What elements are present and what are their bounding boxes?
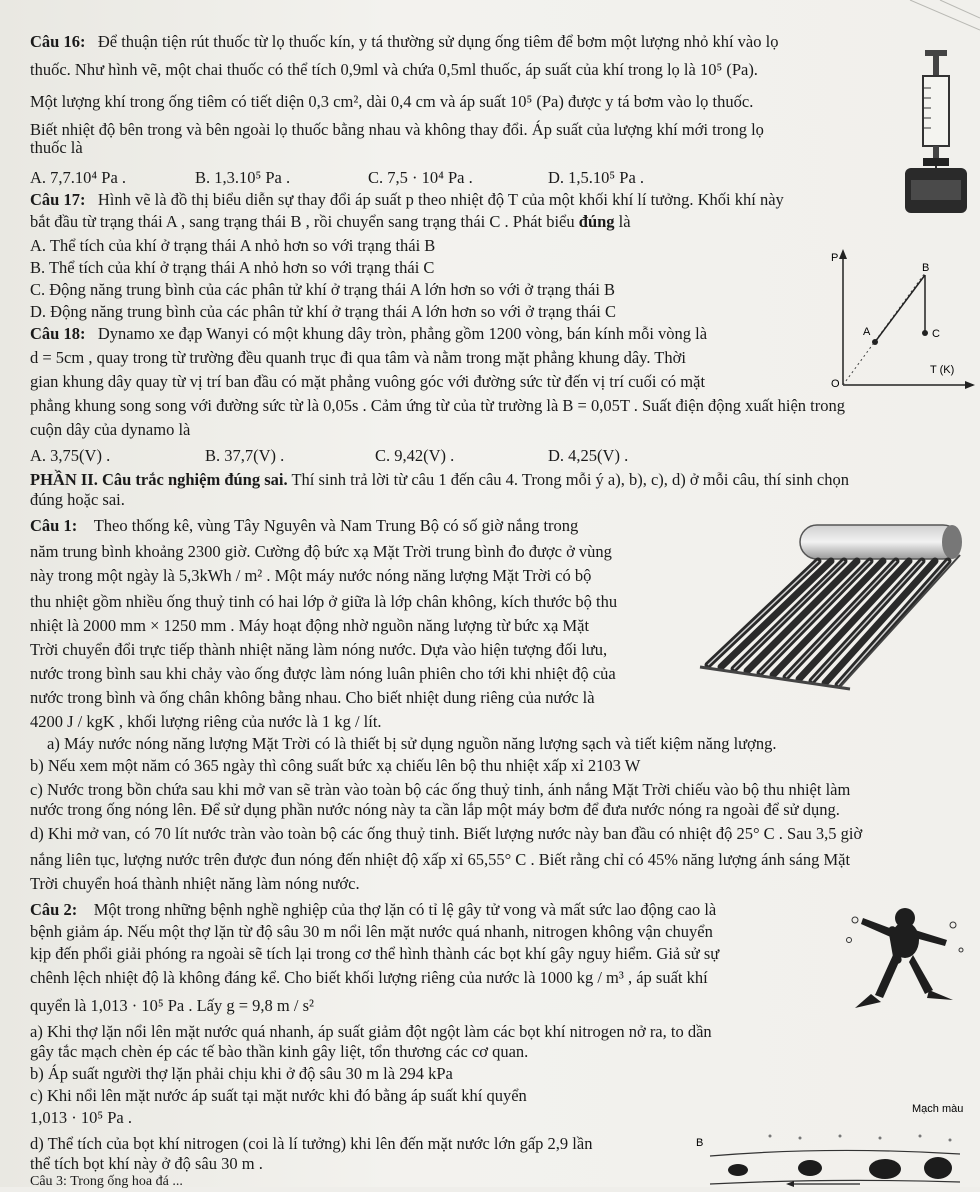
p2q2-item-b: b) Áp suất người thợ lặn phải chịu khi ở độ sâu 30 m là 294 kPa — [30, 1064, 453, 1083]
p2q1-item-c2: nước trong ống nóng lên. Để sử dụng phần nước nóng này ta cần lắp một máy bơm để đưa nước nóng ra ngoài để sử dụng. — [30, 800, 840, 819]
q18-option-a: A. 3,75(V) . — [30, 446, 111, 465]
p2q2-line3: kịp đến phổi giải phóng ra ngoài sẽ tích lại trong cơ thể hình thành các bọt khí gây nguy hiểm. Giả sử sự — [30, 944, 720, 963]
p2q1-line1: Câu 1: Theo thống kê, vùng Tây Nguyên và Nam Trung Bộ có số giờ nắng trong — [30, 516, 579, 535]
p2q3-line1: Câu 3: Trong ống hoa đá ... — [30, 1174, 183, 1189]
p2q1-item-c1: c) Nước trong bồn chứa sau khi mở van sẽ tràn vào toàn bộ các ống thuỷ tinh, ánh nắng Mặt Trời chiếu vào bộ thu nhiệt làm — [30, 780, 851, 799]
q17-line2: bắt đầu từ trạng thái A , sang trạng thái B , rồi chuyển sang trạng thái C . Phát biểu đúng là — [30, 212, 631, 231]
p2q2-item-d2: thể tích bọt khí này ở độ sâu 30 m . — [30, 1154, 263, 1173]
q18-line5: cuộn dây của dynamo là — [30, 420, 191, 439]
pt-graph — [825, 245, 975, 395]
q17-option-b: B. Thể tích của khí ở trạng thái A nhỏ hơn so với trạng thái C — [30, 258, 435, 277]
p2q2-line5: quyển là 1,013 · 10⁵ Pa . Lấy g = 9,8 m / s² — [30, 996, 314, 1015]
p2q1-line4: thu nhiệt gồm nhiều ống thuỷ tinh có hai lớp ở giữa là lớp chân không, kích thước bộ thu — [30, 592, 618, 611]
vessel-label: Mạch màu — [912, 1103, 964, 1115]
q17-line1: Câu 17: Hình vẽ là đồ thị biểu diễn sự thay đổi áp suất p theo nhiệt độ T của một khối khí lí tưởng. Khối khí này — [30, 190, 784, 209]
q18-option-d: D. 4,25(V) . — [548, 446, 629, 465]
p2q2-line1: Câu 2: Một trong những bệnh nghề nghiệp của thợ lặn có tỉ lệ gây tử vong và mất sức lao động cao là — [30, 900, 717, 919]
q18-line4: phẳng khung song song với đường sức từ là 0,05s . Cảm ứng từ của từ trường là B = 0,05T . Suất điện động xuất hiện trong — [30, 396, 846, 415]
part2-heading: PHẦN II. Câu trắc nghiệm đúng sai. Thí sinh trả lời từ câu 1 đến câu 4. Trong mỗi ý a), b), c), d) ở mỗi câu, thí sinh chọn — [30, 470, 849, 489]
part2-heading-line2: đúng hoặc sai. — [30, 490, 125, 509]
graph-axis-p: P — [831, 252, 839, 264]
q16-option-c: C. 7,5 · 10⁴ Pa . — [368, 168, 473, 187]
q16-option-a: A. 7,7.10⁴ Pa . — [30, 168, 127, 187]
solar-heater-figure — [690, 515, 975, 725]
p2q1-item-d1: d) Khi mở van, có 70 lít nước tràn vào toàn bộ các ống thuỷ tinh. Biết lượng nước này ban đầu có nhiệt độ 25° C . Sau 3,5 giờ — [30, 824, 863, 843]
p2q2-item-a1: a) Khi thợ lặn nổi lên mặt nước quá nhanh, áp suất giảm đột ngột làm các bọt khí nitrogen nở ra, to dần — [30, 1022, 712, 1041]
p2q1-line6: Trời chuyển đổi trực tiếp thành nhiệt năng làm nóng nước. Dựa vào hiện tượng đối lưu, — [30, 640, 608, 659]
p2q2-item-a2: gây tắc mạch chèn ép các tế bào thần kinh gây liệt, tổn thương các cơ quan. — [30, 1042, 529, 1061]
p2q2-item-c1: c) Khi nổi lên mặt nước áp suất tại mặt nước khi đó bằng áp suất khí quyển — [30, 1086, 527, 1105]
q18-line2: d = 5cm , quay trong từ trường đều quanh trục đi qua tâm và nằm trong mặt phẳng khung dây. Thời — [30, 348, 686, 367]
q16-option-b: B. 1,3.10⁵ Pa . — [195, 168, 291, 187]
graph-point-b: B — [922, 262, 930, 274]
p2q2-item-c2: 1,013 · 10⁵ Pa . — [30, 1108, 132, 1127]
p2q1-item-a: a) Máy nước nóng năng lượng Mặt Trời có là thiết bị sử dụng nguồn năng lượng sạch và tiết kiệm năng lượng. — [47, 734, 777, 753]
q16-option-d: D. 1,5.10⁵ Pa . — [548, 168, 645, 187]
q18-option-c: C. 9,42(V) . — [375, 446, 455, 465]
q16-line3: Một lượng khí trong ống tiêm có tiết diện 0,3 cm², dài 0,4 cm và áp suất 10⁵ (Pa) được y tá bơm vào lọ thuốc. — [30, 92, 754, 111]
p2q1-item-b: b) Nếu xem một năm có 365 ngày thì công suất bức xạ chiếu lên bộ thu nhiệt xấp xỉ 2103 W — [30, 756, 641, 775]
p2q1-line3: này trong một ngày là 5,3kWh / m² . Một máy nước nóng năng lượng Mặt Trời có bộ — [30, 566, 592, 585]
graph-point-c: C — [932, 328, 940, 340]
graph-origin: O — [831, 378, 840, 390]
vessel-b-label: B — [696, 1137, 704, 1149]
p2q1-line8: nước trong bình và ống chân không bằng nhau. Cho biết nhiệt dung riêng của nước là — [30, 688, 595, 707]
p2q1-line5: nhiệt là 2000 mm × 1250 mm . Máy hoạt động nhờ nguồn năng lượng từ bức xạ Mặt — [30, 616, 590, 635]
q18-line3: gian khung dây quay từ vị trí ban đầu có mặt phẳng vuông góc với đường sức từ đến vị trí cuối có mặt — [30, 372, 706, 391]
syringe-vial-figure — [895, 40, 975, 215]
q16-line4: Biết nhiệt độ bên trong và bên ngoài lọ thuốc bằng nhau và không thay đổi. Áp suất của lượng khí mới trong lọ — [30, 120, 764, 139]
p2q1-item-d3: Trời chuyển hoá thành nhiệt năng làm nóng nước. — [30, 874, 360, 893]
p2q2-item-d1: d) Thể tích của bọt khí nitrogen (coi là lí tưởng) khi lên đến mặt nước lớn gấp 2,9 lần — [30, 1134, 593, 1153]
q18-line1: Câu 18: Dynamo xe đạp Wanyi có một khung dây tròn, phẳng gồm 1200 vòng, bán kính mỗi vòng là — [30, 324, 708, 343]
q16-line5: thuốc là — [30, 138, 83, 157]
graph-axis-t: T (K) — [930, 364, 955, 376]
q17-option-a: A. Thể tích của khí ở trạng thái A nhỏ hơn so với trạng thái B — [30, 236, 436, 255]
q16-line2: thuốc. Như hình vẽ, một chai thuốc có thể tích 0,9ml và chứa 0,5ml thuốc, áp suất của khí trong lọ là 10⁵ (Pa). — [30, 60, 758, 79]
q16-line1: Câu 16: Để thuận tiện rút thuốc từ lọ thuốc kín, y tá thường sử dụng ống tiêm để bơm một lượng nhỏ khí vào lọ — [30, 32, 779, 51]
q17-option-c: C. Động năng trung bình của các phân tử khí ở trạng thái A lớn hơn so với ở trạng thái B — [30, 280, 616, 299]
vessel-figure — [680, 1096, 980, 1187]
q17-option-d: D. Động năng trung bình của các phân tử khí ở trạng thái A lớn hơn so với ở trạng thái C — [30, 302, 616, 321]
p2q2-line4: chênh lệch nhiệt độ là không đáng kể. Cho biết khối lượng riêng của nước là 1000 kg / m³ , áp suất khí — [30, 968, 708, 987]
p2q1-line2: năm trung bình khoảng 2300 giờ. Cường độ bức xạ Mặt Trời trung bình đo được ở vùng — [30, 542, 612, 561]
corner-decoration — [860, 0, 980, 40]
graph-point-a: A — [863, 326, 871, 338]
p2q2-line2: bệnh giảm áp. Nếu một thợ lặn từ độ sâu 30 m nổi lên mặt nước quá nhanh, nitrogen không vận chuyển — [30, 922, 713, 941]
p2q1-line7: nước trong bình sau khi chảy vào ống được làm nóng luân phiên cho tới khi nhiệt độ của — [30, 664, 616, 683]
diver-figure — [835, 900, 975, 1010]
p2q1-line9: 4200 J / kgK , khối lượng riêng của nước là 1 kg / lít. — [30, 712, 382, 731]
p2q1-item-d2: nắng liên tục, lượng nước trên được đun nóng đến nhiệt độ xấp xỉ 65,55° C . Biết rằng chỉ có 45% năng lượng ánh sáng Mặt — [30, 850, 851, 869]
q18-option-b: B. 37,7(V) . — [205, 446, 285, 465]
